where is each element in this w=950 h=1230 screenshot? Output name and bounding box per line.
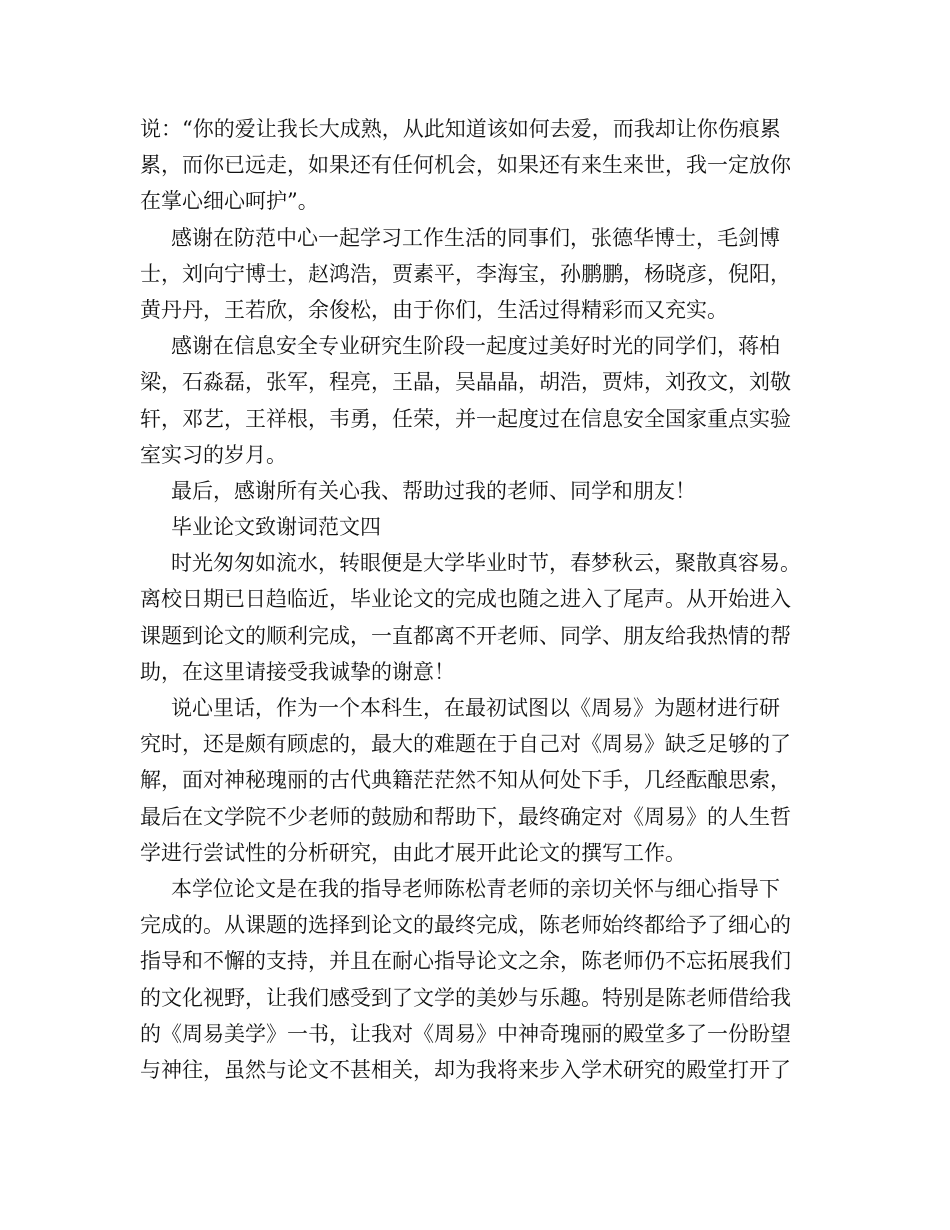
text-line: 梁，石淼磊，张军，程亮，王晶，吴晶晶，胡浩，贾炜，刘孜文，刘敬 (140, 370, 791, 395)
text-line: 与神往，虽然与论文不甚相关，却为我将来步入学术研究的殿堂打开了 (140, 1057, 791, 1082)
text-line: 士，刘向宁博士，赵鸿浩，贾素平，李海宝，孙鹏鹏，杨晓彦，倪阳， (140, 261, 791, 286)
text-line: 助，在这里请接受我诚挚的谢意！ (140, 659, 455, 684)
text-line: 累，而你已远走，如果还有任何机会，如果还有来生来世，我一定放你 (140, 153, 791, 178)
text-line: 说心里话，作为一个本科生，在最初试图以《周易》为题材进行研 (171, 696, 780, 720)
text-line: 解，面对神秘瑰丽的古代典籍茫茫然不知从何处下手，几经酝酿思索， (140, 768, 791, 793)
text-line: 本学位论文是在我的指导老师陈松青老师的亲切关怀与细心指导下 (171, 876, 780, 901)
text-line: 指导和不懈的支持，并且在耐心指导论文之余，陈老师仍不忘拓展我们 (140, 949, 791, 974)
text-line: 感谢在信息安全专业研究生阶段一起度过美好时光的同学们，蒋柏 (171, 334, 780, 359)
text-line: 感谢在防范中心一起学习工作生活的同事们，张德华博士，毛剑博 (171, 225, 780, 250)
text-line: 在掌心细心呵护”。 (140, 189, 319, 214)
section-heading: 毕业论文致谢词范文四 (171, 515, 381, 540)
text-line: 黄丹丹，王若欣，余俊松，由于你们，生活过得精彩而又充实。 (140, 297, 728, 322)
text-line: 室实习的岁月。 (140, 442, 287, 467)
text-line: 轩，邓艺，王祥根，韦勇，任荣，并一起度过在信息安全国家重点实验 (140, 406, 791, 431)
text-line: 学进行尝试性的分析研究，由此才展开此论文的撰写工作。 (140, 840, 686, 865)
text-line: 的文化视野，让我们感受到了文学的美妙与乐趣。特别是陈老师借给我 (140, 985, 791, 1010)
text-line: 课题到论文的顺利完成，一直都离不开老师、同学、朋友给我热情的帮 (140, 623, 791, 648)
text-line: 最后，感谢所有关心我、帮助过我的老师、同学和朋友！ (171, 478, 696, 503)
text-line: 完成的。从课题的选择到论文的最终完成，陈老师始终都给予了细心的 (140, 913, 791, 938)
text-line: 最后在文学院不少老师的鼓励和帮助下，最终确定对《周易》的人生哲 (140, 804, 791, 829)
text-line: 的《周易美学》一书，让我对《周易》中神奇瑰丽的殿堂多了一份盼望 (140, 1021, 791, 1046)
text-line: 究时，还是颇有顾虑的，最大的难题在于自己对《周易》缺乏足够的了 (140, 732, 791, 757)
text-line: 说：“你的爱让我长大成熟，从此知道该如何去爱，而我却让你伤痕累 (140, 117, 781, 141)
text-line: 时光匆匆如流水，转眼便是大学毕业时节，春梦秋云，聚散真容易。 (171, 551, 801, 576)
document-page (140, 111, 820, 1088)
text-line: 离校日期已日趋临近，毕业论文的完成也随之进入了尾声。从开始进入 (140, 587, 791, 612)
